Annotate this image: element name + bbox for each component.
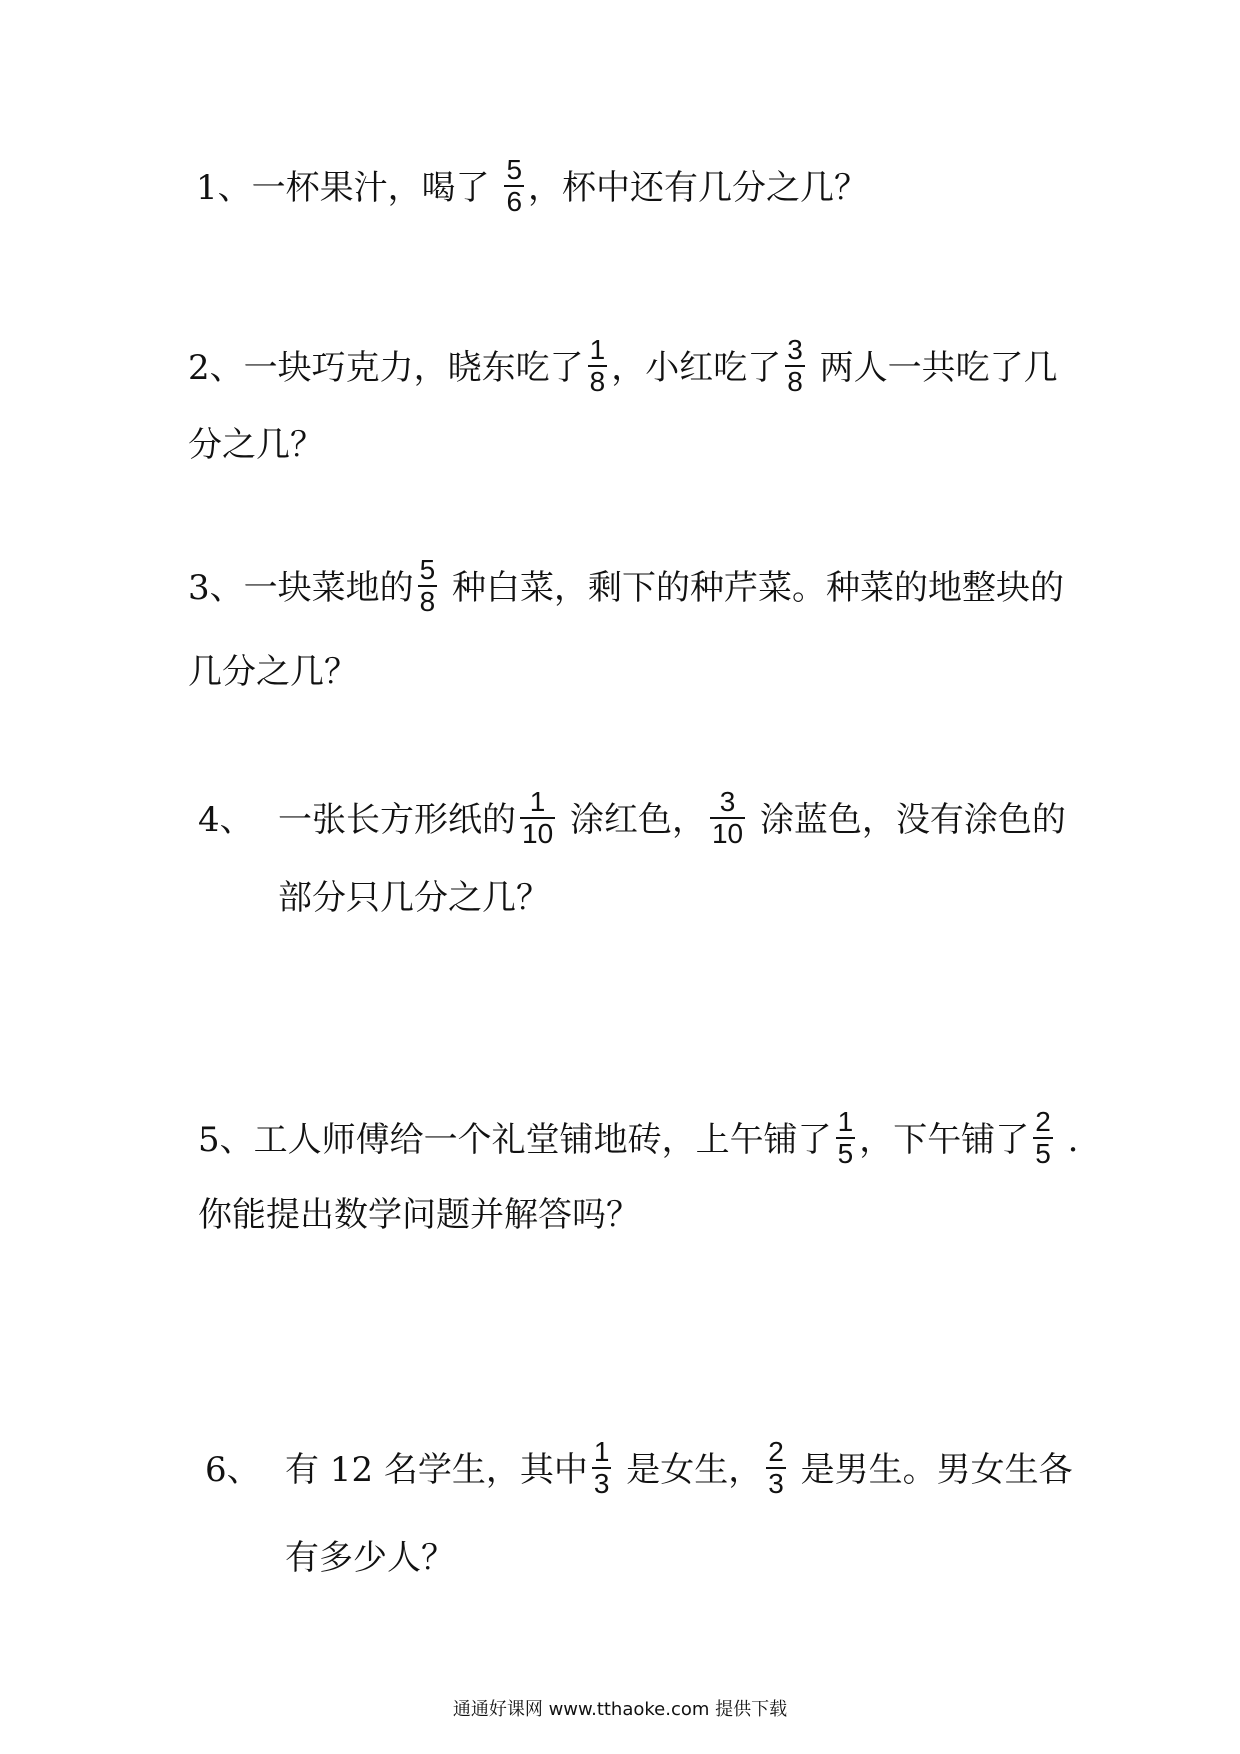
fraction: $\frac{1}{3}$ (593, 1436, 610, 1499)
problem-2 (188, 334, 1058, 401)
fraction: $\frac{2}{3}$ (768, 1436, 784, 1499)
problem-3 (188, 554, 1065, 621)
problem-text: 有 12 名学生，其中 (285, 1450, 588, 1490)
problem-6 (205, 1436, 1073, 1503)
problem-text: 涂红色， (569, 800, 706, 840)
fraction: $\frac{1}{8}$ (589, 334, 606, 397)
problem-number: 2、 (188, 348, 244, 388)
problem-3-continuation: 几分之几？ (188, 652, 358, 692)
problem-text: 两人一共吃了几 (819, 348, 1058, 388)
problem-text: 一块巧克力，晓东吃了 (243, 348, 584, 388)
problem-number: 3、 (188, 568, 244, 608)
problem-text: 是女生， (626, 1450, 763, 1490)
problem-5-continuation: 你能提出数学问题并解答吗？ (198, 1195, 640, 1235)
problem-6-continuation: 有多少人？ (285, 1538, 455, 1578)
problem-text: ，小红吃了 (611, 348, 782, 388)
problem-4-continuation: 部分只几分之几？ (278, 878, 550, 918)
problem-text: . (1067, 1120, 1079, 1160)
problem-1 (196, 154, 869, 221)
problem-text: 一杯果汁，喝了 (251, 168, 490, 208)
problem-text: ，杯中还有几分之几？ (528, 168, 869, 208)
problem-number: 4、 (198, 800, 254, 840)
footer-source: 通通好课网 www.tthaoke.com 提供下载 (452, 1699, 788, 1720)
problem-text: 涂蓝色，没有涂色的 (759, 800, 1066, 840)
problem-text: 工人师傅给一个礼堂铺地砖，上午铺了 (253, 1120, 832, 1160)
problem-4 (198, 786, 1066, 853)
fraction: $\frac{5}{6}$ (506, 154, 523, 217)
problem-2-continuation: 分之几？ (188, 425, 324, 465)
problem-text: 是男生。男女生各 (800, 1450, 1073, 1490)
problem-text: ，下午铺了 (859, 1120, 1030, 1160)
fraction: $\frac{3}{10}$ (711, 786, 744, 849)
fraction: $\frac{1}{5}$ (837, 1106, 854, 1169)
problem-text: 一块菜地的 (243, 568, 414, 608)
fraction: $\frac{1}{10}$ (522, 786, 554, 849)
problem-number: 6、 (205, 1450, 261, 1490)
fraction: $\frac{5}{8}$ (419, 554, 436, 617)
problem-text: 一张长方形纸的 (278, 800, 516, 840)
problem-5 (198, 1106, 1079, 1173)
fraction: $\frac{2}{5}$ (1035, 1106, 1051, 1169)
problem-number: 5、 (198, 1120, 254, 1160)
problem-number: 1、 (196, 168, 252, 208)
fraction: $\frac{3}{8}$ (787, 334, 803, 397)
problem-text: 种白菜，剩下的种芹菜。种菜的地整块的 (452, 568, 1065, 608)
